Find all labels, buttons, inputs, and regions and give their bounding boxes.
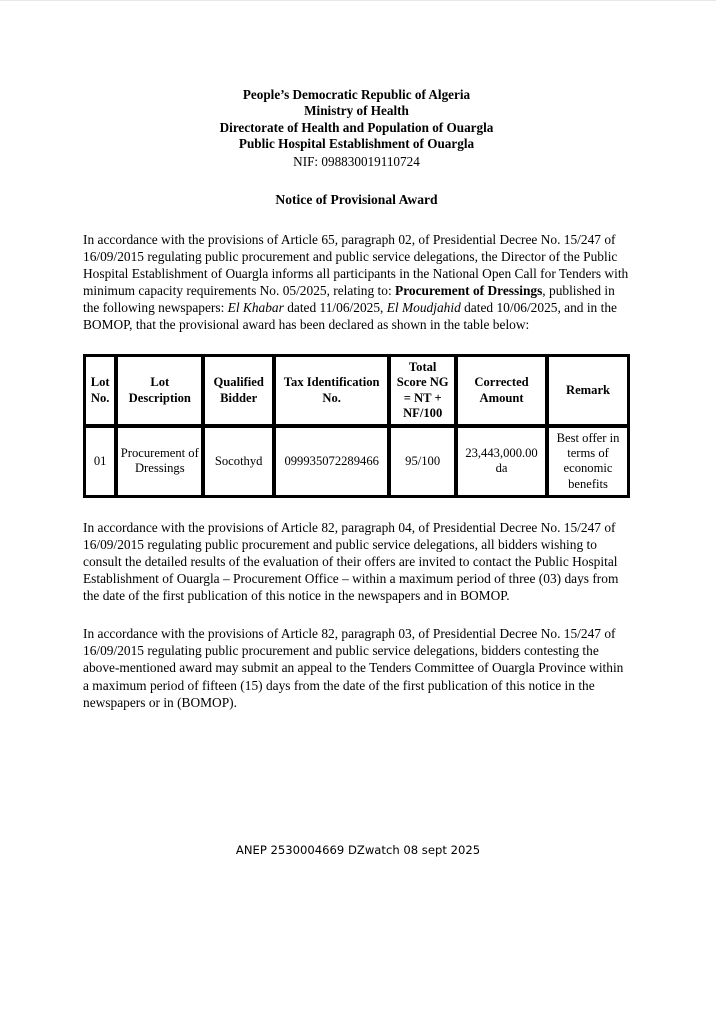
cell-total-score: 95/100 (390, 427, 455, 496)
masthead (83, 87, 630, 170)
table-header-row (85, 356, 628, 425)
masthead-line-directorate: Directorate of Health and Population of Ouargla (219, 119, 494, 135)
table-header-corrected-amount: Corrected Amount (457, 356, 546, 425)
provisional-award-table (83, 354, 630, 498)
paragraph-1-segment-1: In accordance with the provisions of Article 65, paragraph 02, of Presidential Decree No. 15/247 of 16/09/2015 regulating public procurement and public service delegations, the Director of the Public Hospital Establishment of Ouargla informs all participants in the National Open Call for Tenders with minimum capacity requirements No. 05/2025, relating to: (83, 231, 629, 298)
paragraph-1-newspaper-el-khabar: El Khabar (227, 300, 284, 315)
cell-remark: Best offer in terms of economic benefits (548, 427, 628, 496)
paragraph-article-65 (83, 231, 630, 334)
paragraph-article-82-para-03: In accordance with the provisions of Article 82, paragraph 03, of Presidential Decree No. 15/247 of 16/09/2015 regulating public procurement and public service delegations, bidders contesting the above-mentioned award may submit an appeal to the Tenders Committee of Ouargla Province within a maximum period of fifteen (15) days from the date of the first publication of this notice in the newspapers or in (BOMOP). (83, 626, 624, 710)
notice-title: Notice of Provisional Award (275, 191, 438, 207)
paragraph-1-bold-subject: Procurement of Dressings (395, 282, 543, 298)
table-header-remark: Remark (548, 356, 628, 425)
table-header-qualified-bidder: Qualified Bidder (204, 356, 273, 425)
paragraph-1-segment-2: , published in the following newspapers: (83, 282, 615, 315)
cell-lot-description: Procurement of Dressings (117, 427, 202, 496)
paragraph-1-segment-4: dated 10/06/2025, and in the BOMOP, that the provisional award has been declared as shown in the table below: (83, 300, 617, 333)
cell-tax-id: 099935072289466 (275, 427, 388, 496)
paragraph-article-82-para-04: In accordance with the provisions of Article 82, paragraph 04, of Presidential Decree No. 15/247 of 16/09/2015 regulating public procurement and public service delegations, all bidders wishing to consult the detailed results of the evaluation of their offers are invited to contact the Public Hospital Establishment of Ouargla – Procurement Office – within a maximum period of three (03) days from the date of the first publication of this notice in the newspapers and in BOMOP. (83, 519, 619, 604)
table-header-tax-id: Tax Identification No. (275, 356, 388, 425)
footer-anep-reference: ANEP 2530004669 DZwatch 08 sept 2025 (235, 843, 481, 857)
cell-corrected-amount: 23,443,000.00 da (457, 427, 546, 496)
table-header-lot-no: Lot No. (85, 356, 115, 425)
cell-lot-no: 01 (85, 427, 115, 496)
masthead-line-ministry: Ministry of Health (304, 103, 409, 119)
paragraph-1-segment-3: dated 11/06/2025, (283, 300, 387, 315)
paragraph-1-newspaper-el-moudjahid: El Moudjahid (386, 300, 461, 315)
document-content (83, 87, 630, 711)
table-header-lot-description: Lot Description (117, 356, 202, 425)
masthead-line-establishment: Public Hospital Establishment of Ouargla (238, 136, 475, 152)
masthead-nif: NIF: 098830019110724 (293, 153, 420, 169)
masthead-line-republic: People’s Democratic Republic of Algeria (242, 87, 471, 102)
table-row (85, 427, 628, 496)
table-header-total-score: Total Score NG = NT + NF/100 (390, 356, 455, 425)
cell-qualified-bidder: Socothyd (204, 427, 273, 496)
